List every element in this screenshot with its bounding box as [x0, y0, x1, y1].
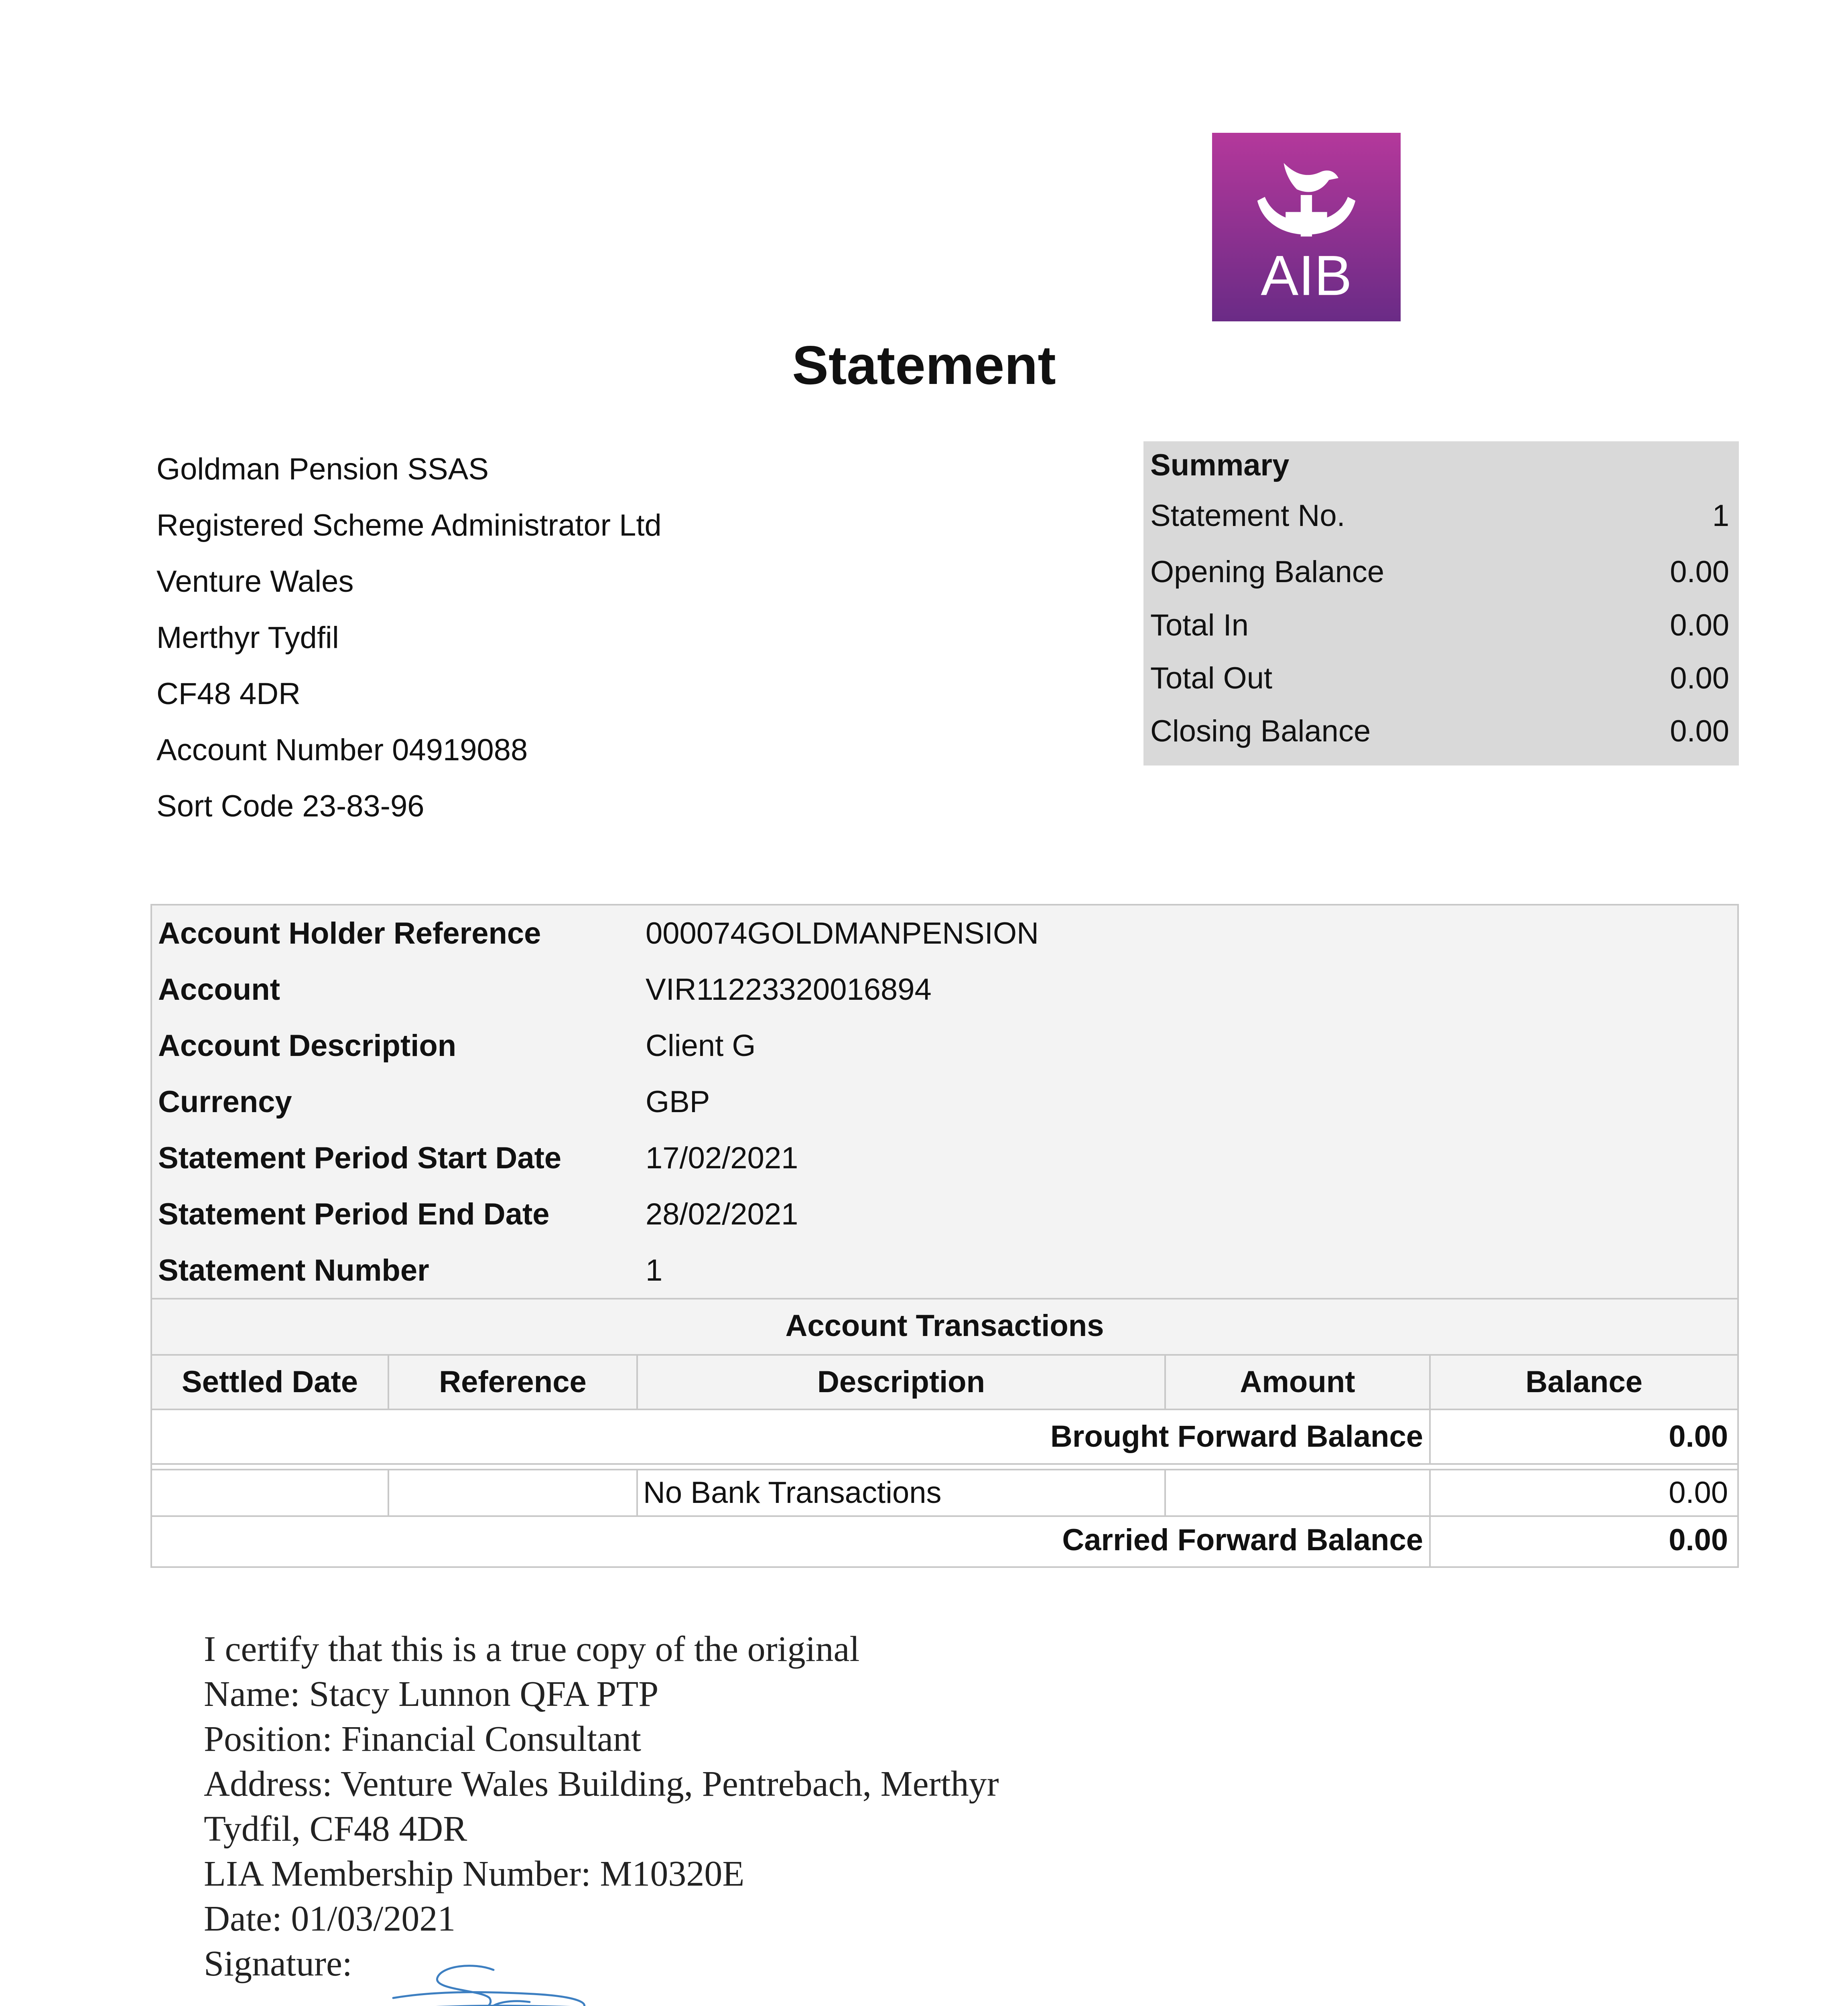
column-divider: [636, 1469, 638, 1515]
aib-logo-text: AIB: [1261, 244, 1352, 307]
detail-value: VIR11223320016894: [646, 973, 932, 1007]
page-title: Statement: [792, 335, 1056, 396]
column-divider: [1164, 1356, 1166, 1409]
tx-settled-date: [152, 1470, 388, 1515]
column-divider: [1429, 1356, 1431, 1409]
certification-line: Date: 01/03/2021: [204, 1899, 456, 1939]
account-number: Account Number 04919088: [156, 733, 528, 767]
transactions-table: [152, 1356, 1737, 1566]
address-line: Registered Scheme Administrator Ltd: [156, 508, 662, 542]
brought-forward-label: Brought Forward Balance: [1050, 1419, 1423, 1454]
detail-key: Account Description: [158, 1029, 457, 1063]
detail-row: [158, 1130, 1723, 1186]
summary-label: Statement No.: [1150, 499, 1345, 533]
detail-key: Account Holder Reference: [158, 916, 541, 950]
certification-line: Name: Stacy Lunnon QFA PTP: [204, 1674, 659, 1714]
address-block: [156, 441, 662, 834]
column-header-reference: Reference: [389, 1356, 636, 1409]
summary-label: Total Out: [1150, 661, 1273, 695]
carried-forward-value: 0.00: [1669, 1523, 1728, 1557]
summary-row: [1150, 599, 1729, 652]
transactions-title: Account Transactions: [785, 1309, 1104, 1343]
detail-row: [158, 1243, 1723, 1299]
carried-forward-label: Carried Forward Balance: [1062, 1523, 1423, 1557]
certification-line: I certify that this is a true copy of the original: [204, 1629, 860, 1669]
summary-label: Total In: [1150, 608, 1249, 642]
column-divider: [636, 1356, 638, 1409]
column-divider: [1164, 1469, 1166, 1515]
account-details-table: [150, 904, 1739, 1568]
aib-logo-graphic: [1212, 133, 1401, 321]
summary-row: [1150, 546, 1729, 599]
summary-row: [1150, 705, 1729, 758]
detail-row: [158, 962, 1723, 1018]
column-divider: [1429, 1515, 1431, 1566]
detail-row: [158, 1018, 1723, 1074]
table-divider: [152, 1463, 1737, 1465]
detail-row: [158, 1074, 1723, 1130]
summary-label: Closing Balance: [1150, 714, 1371, 748]
summary-value: 1: [1712, 499, 1729, 533]
detail-row: [158, 1186, 1723, 1243]
detail-value: 1: [646, 1253, 663, 1287]
detail-value: 28/02/2021: [646, 1197, 798, 1231]
tx-balance: 0.00: [1669, 1476, 1728, 1510]
column-header-description: Description: [638, 1356, 1164, 1409]
column-divider: [388, 1469, 389, 1515]
tx-description: No Bank Transactions: [643, 1476, 942, 1510]
certification-line: Address: Venture Wales Building, Pentrebach, Merthyr: [204, 1764, 999, 1804]
detail-value: 000074GOLDMANPENSION: [646, 916, 1039, 950]
column-header-amount: Amount: [1166, 1356, 1429, 1409]
summary-value: 0.00: [1670, 608, 1729, 642]
detail-key: Statement Period End Date: [158, 1197, 550, 1231]
summary-row: [1150, 489, 1729, 542]
certification-line: Tydfil, CF48 4DR: [204, 1809, 467, 1849]
address-line: Merthyr Tydfil: [156, 621, 339, 655]
column-divider: [1429, 1409, 1431, 1463]
summary-value: 0.00: [1670, 714, 1729, 748]
certification-line: LIA Membership Number: M10320E: [204, 1854, 745, 1894]
column-header-balance: Balance: [1431, 1356, 1737, 1409]
summary-value: 0.00: [1670, 661, 1729, 695]
summary-row: [1150, 652, 1729, 705]
certification-line: Position: Financial Consultant: [204, 1719, 642, 1759]
tx-amount: [1166, 1470, 1429, 1515]
detail-row: [158, 906, 1723, 962]
signature-label: Signature:: [204, 1944, 352, 1984]
column-divider: [388, 1356, 389, 1409]
certification-block: [204, 1627, 999, 1986]
sort-code: Sort Code 23-83-96: [156, 789, 424, 823]
tx-reference: [389, 1470, 636, 1515]
signature-graphic: [361, 1946, 762, 2006]
detail-key: Currency: [158, 1085, 292, 1119]
aib-logo: [1212, 133, 1401, 321]
address-line: CF48 4DR: [156, 677, 301, 711]
summary-box: [1143, 441, 1739, 765]
brought-forward-value: 0.00: [1669, 1419, 1728, 1454]
address-line: Goldman Pension SSAS: [156, 452, 489, 486]
detail-value: 17/02/2021: [646, 1141, 798, 1175]
column-divider: [1429, 1469, 1431, 1515]
detail-value: GBP: [646, 1085, 710, 1119]
summary-value: 0.00: [1670, 555, 1729, 589]
summary-label: Opening Balance: [1150, 555, 1385, 589]
detail-key: Statement Number: [158, 1253, 429, 1287]
handwritten-signature: [361, 1946, 762, 2006]
detail-key: Account: [158, 973, 280, 1007]
column-header-settled-date: Settled Date: [152, 1356, 388, 1409]
address-line: Venture Wales: [156, 564, 354, 599]
detail-value: Client G: [646, 1029, 756, 1063]
summary-heading: Summary: [1150, 448, 1290, 482]
detail-key: Statement Period Start Date: [158, 1141, 562, 1175]
